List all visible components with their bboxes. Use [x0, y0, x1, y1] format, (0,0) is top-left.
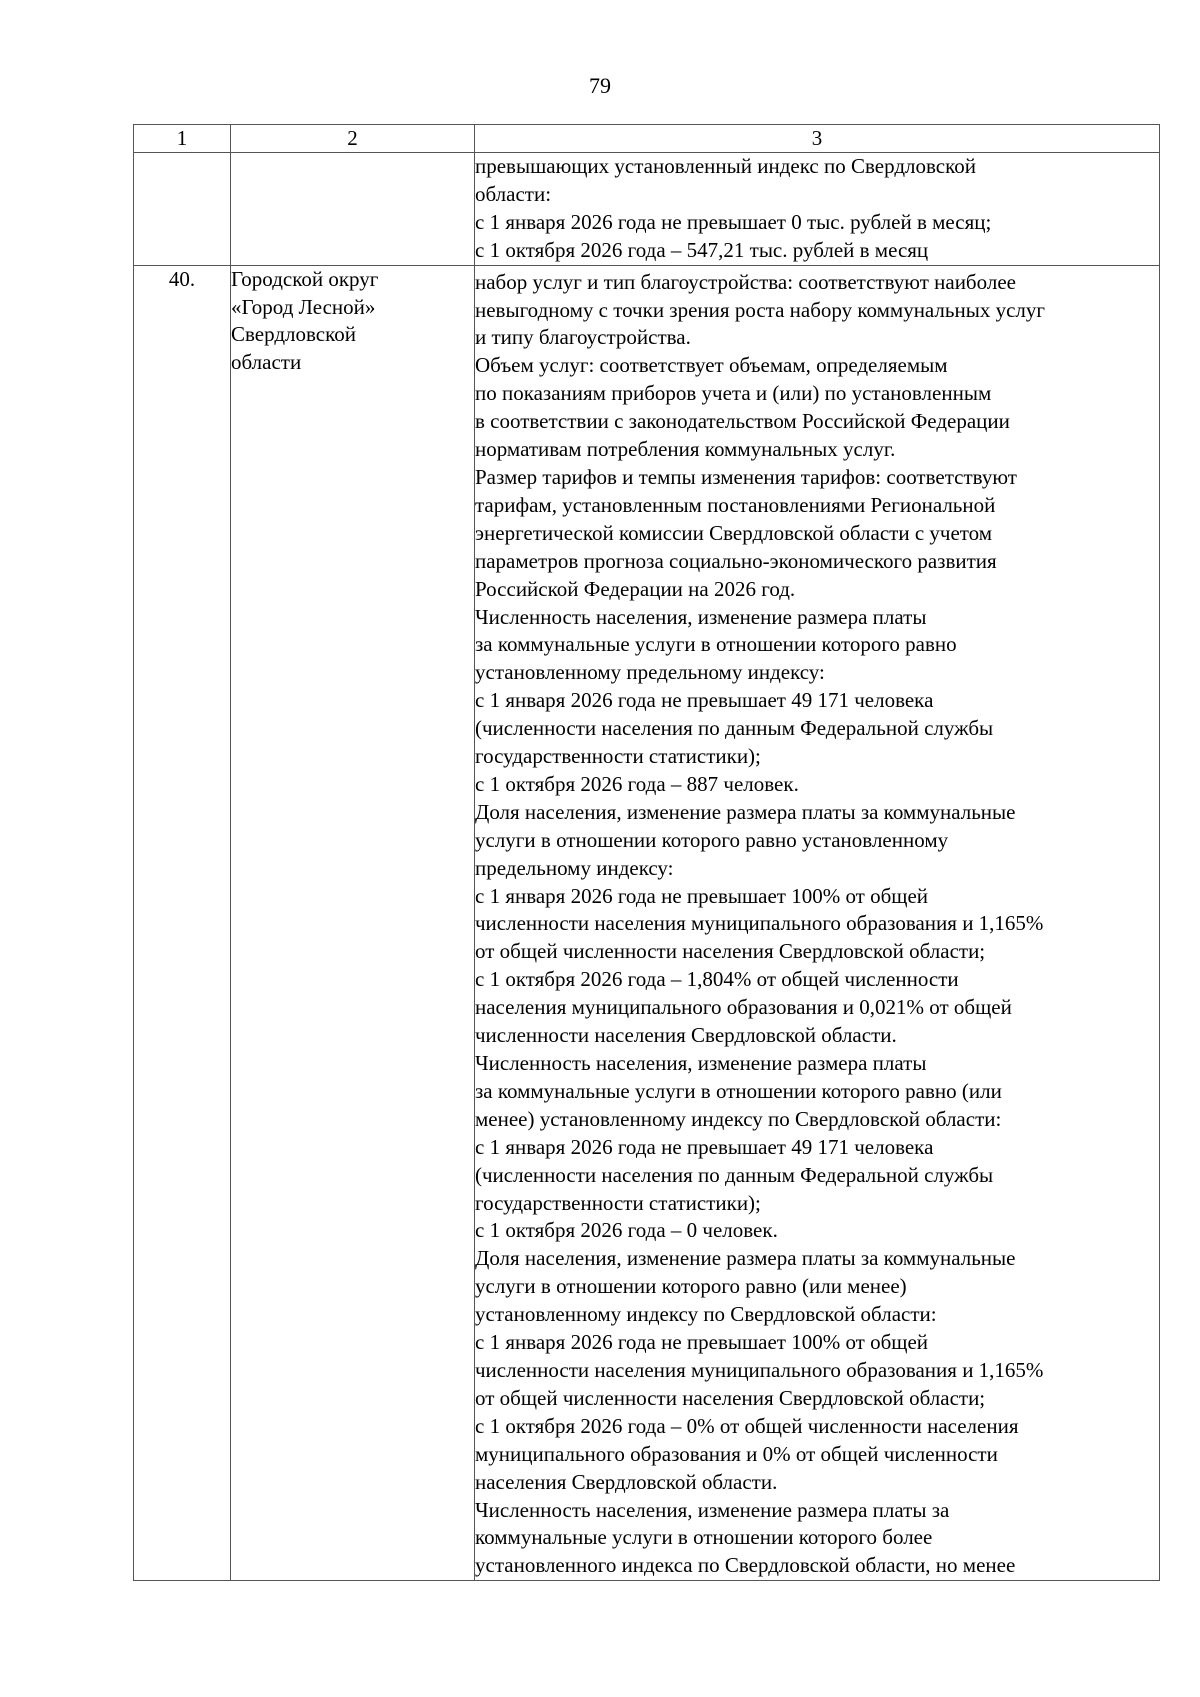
text-line: от общей численности населения Свердловской области;	[475, 939, 986, 964]
page-number: 79	[589, 73, 611, 98]
text-line: услуги в отношении которого равно установленному	[475, 827, 949, 852]
tariff-table	[133, 124, 1160, 1581]
row-number-cell	[134, 153, 231, 266]
text-line: по показаниям приборов учета и (или) по установленным	[475, 381, 992, 406]
text-line: невыгодному с точки зрения роста набору коммунальных услуг	[475, 297, 1046, 322]
text-line: «Город Лесной»	[231, 294, 376, 319]
text-line: параметров прогноза социально-экономического развития	[475, 548, 997, 573]
text-line: населения муниципального образования и 0,021% от общей	[475, 995, 1012, 1020]
text-line: набор услуг и тип благоустройства: соответствуют наиболее	[475, 269, 1016, 294]
text-line: населения Свердловской области.	[475, 1469, 778, 1494]
municipality-name-cell	[231, 153, 475, 266]
text-line: государственности статистики);	[475, 744, 761, 769]
text-line: (численности населения по данным Федеральной службы	[475, 716, 994, 741]
table-header-row	[134, 125, 1160, 153]
column-header-3: 3	[475, 125, 1160, 153]
text-line: менее) установленному индексу по Свердловской области:	[475, 1106, 1002, 1131]
text-line: государственности статистики);	[475, 1190, 761, 1215]
text-line: Численность населения, изменение размера платы за	[475, 1497, 950, 1522]
text-line: с 1 октября 2026 года – 0 человек.	[475, 1218, 778, 1243]
text-line: за коммунальные услуги в отношении которого равно (или	[475, 1078, 1002, 1103]
text-line: Размер тарифов и темпы изменения тарифов: соответствуют	[475, 464, 1017, 489]
text-line: с 1 октября 2026 года – 0% от общей численности населения	[475, 1413, 1019, 1438]
text-line: с 1 января 2026 года не превышает 49 171 человека	[475, 1134, 934, 1159]
text-line: услуги в отношении которого равно (или менее)	[475, 1274, 907, 1299]
text-line: численности населения муниципального образования и 1,165%	[475, 1357, 1044, 1382]
text-line: Объем услуг: соответствует объемам, определяемым	[475, 353, 948, 378]
text-line: области	[231, 350, 302, 375]
text-line: численности населения Свердловской области.	[475, 1023, 897, 1048]
table-row-40	[134, 265, 1160, 1581]
conditions-text-cell	[475, 265, 1160, 1581]
text-line: превышающих установленный индекс по Свердловской	[475, 154, 976, 178]
text-line: установленному индексу по Свердловской области:	[475, 1302, 937, 1327]
text-line: с 1 октября 2026 года – 547,21 тыс. рублей в месяц	[475, 237, 929, 262]
text-line: с 1 января 2026 года не превышает 0 тыс. рублей в месяц;	[475, 209, 992, 234]
table-row-continued	[134, 153, 1160, 266]
row-number-cell: 40.	[134, 265, 231, 1581]
text-line: Городской округ	[231, 266, 379, 291]
column-header-2: 2	[231, 125, 475, 153]
text-line: Численность населения, изменение размера платы	[475, 1051, 927, 1075]
text-line: предельному индексу:	[475, 855, 674, 880]
text-line: (численности населения по данным Федеральной службы	[475, 1162, 994, 1187]
text-line: Доля населения, изменение размера платы за коммунальные	[475, 1246, 1016, 1271]
conditions-text-cell	[475, 153, 1160, 266]
text-line: установленного индекса по Свердловской области, но менее	[475, 1553, 1016, 1578]
text-line: области:	[475, 181, 552, 206]
text-line: за коммунальные услуги в отношении которого равно	[475, 632, 957, 657]
text-line: установленному предельному индексу:	[475, 660, 825, 685]
text-line: Свердловской	[231, 322, 356, 347]
text-line: с 1 января 2026 года не превышает 100% от общей	[475, 883, 929, 908]
text-line: и типу благоустройства.	[475, 325, 691, 350]
text-line: Численность населения, изменение размера платы	[475, 604, 927, 629]
text-line: Российской Федерации на 2026 год.	[475, 576, 796, 601]
text-line: численности населения муниципального образования и 1,165%	[475, 911, 1044, 936]
municipality-name-cell	[231, 265, 475, 1581]
text-line: нормативам потребления коммунальных услуг.	[475, 437, 896, 462]
column-header-1: 1	[134, 125, 231, 153]
text-line: с 1 октября 2026 года – 1,804% от общей численности	[475, 967, 959, 992]
text-line: с 1 января 2026 года не превышает 49 171 человека	[475, 688, 934, 713]
text-line: с 1 января 2026 года не превышает 100% от общей	[475, 1330, 929, 1355]
text-line: в соответствии с законодательством Российской Федерации	[475, 409, 1010, 434]
text-line: Доля населения, изменение размера платы за коммунальные	[475, 799, 1016, 824]
text-line: с 1 октября 2026 года – 887 человек.	[475, 771, 799, 796]
text-line: энергетической комиссии Свердловской области с учетом	[475, 520, 993, 545]
text-line: от общей численности населения Свердловской области;	[475, 1385, 986, 1410]
text-line: коммунальные услуги в отношении которого более	[475, 1525, 933, 1550]
text-line: муниципального образования и 0% от общей численности	[475, 1441, 998, 1466]
text-line: тарифам, установленным постановлениями Региональной	[475, 492, 996, 517]
